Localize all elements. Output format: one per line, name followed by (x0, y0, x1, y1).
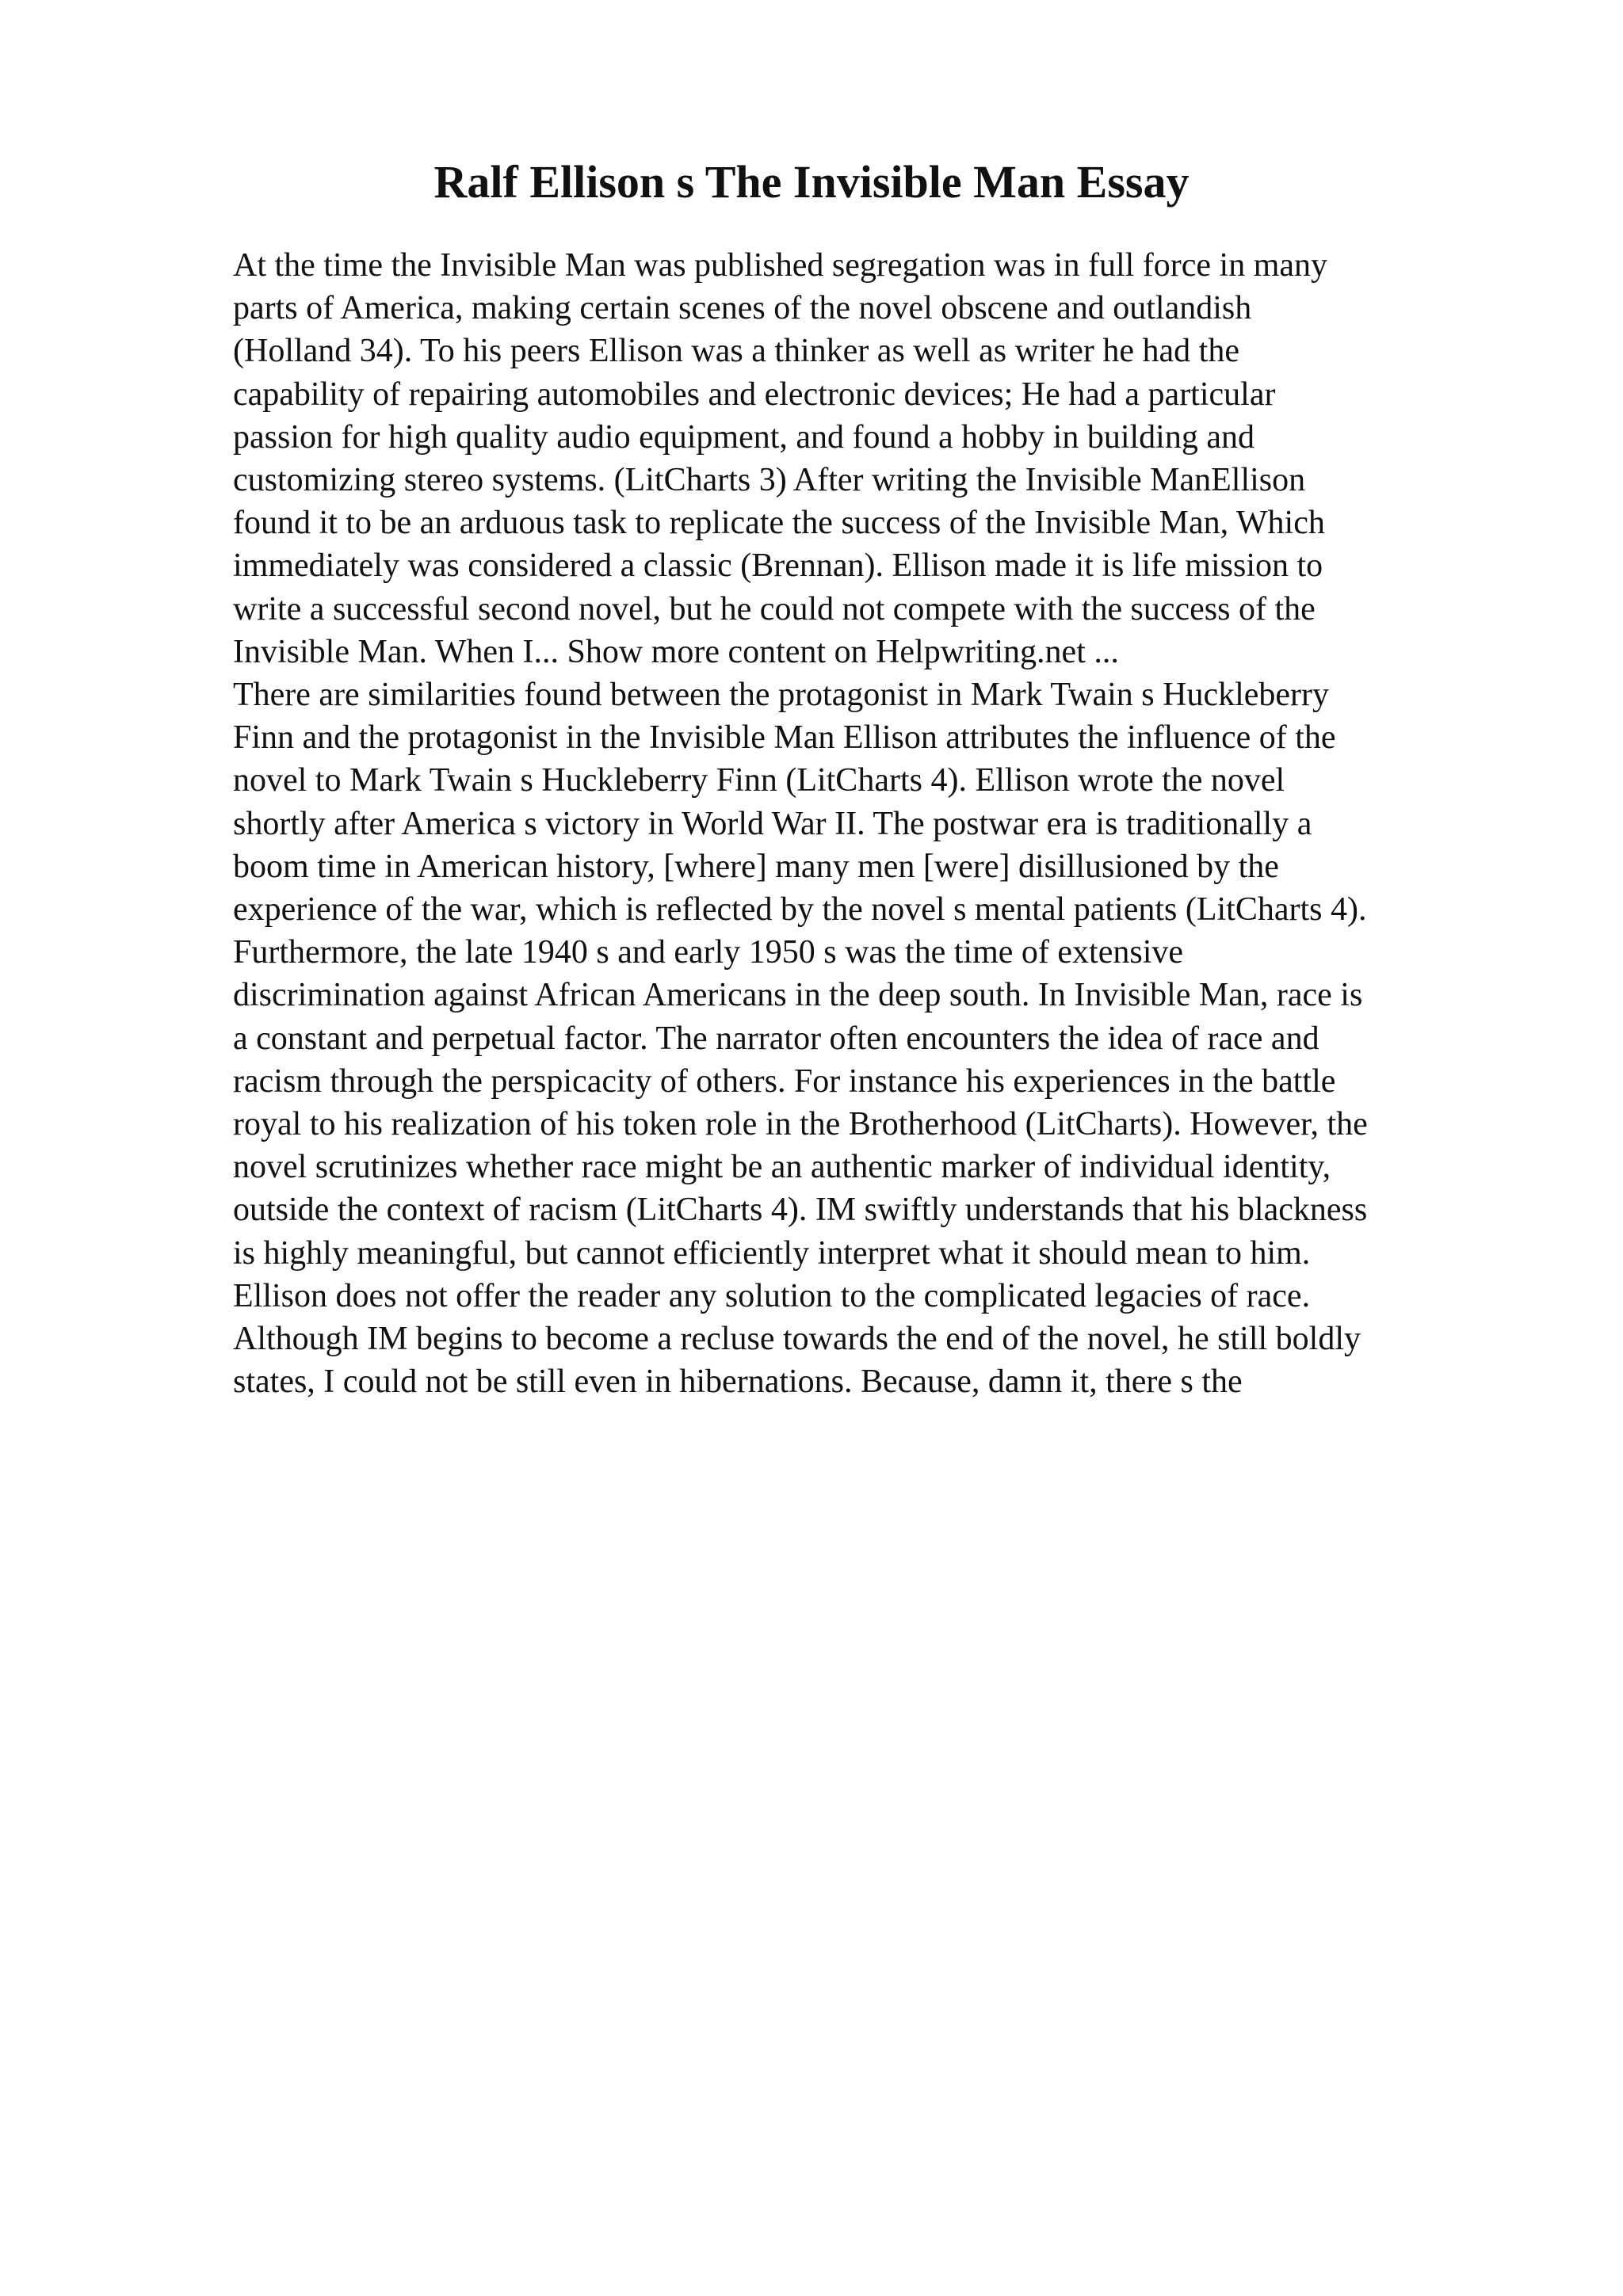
body-line: racism through the perspicacity of others. For instance his experiences in the battle (233, 1062, 1336, 1100)
body-line: write a successful second novel, but he could not compete with the success of the (233, 590, 1316, 627)
body-line: is highly meaningful, but cannot efficiently interpret what it should mean to him. (233, 1234, 1311, 1272)
body-line: Although IM begins to become a recluse towards the end of the novel, he still boldly (233, 1321, 1361, 1358)
body-line: parts of America, making certain scenes of the novel obscene and outlandish (233, 290, 1252, 327)
body-line: boom time in American history, [where] many men [were] disillusioned by the (233, 848, 1279, 885)
body-line: Invisible Man. When I... Show more content on Helpwriting.net ... (233, 633, 1119, 670)
body-line: discrimination against African Americans in the deep south. In Invisible Man, race is (233, 977, 1363, 1014)
body-line: novel scrutinizes whether race might be an authentic marker of individual identity, (233, 1149, 1331, 1186)
body-line: outside the context of racism (LitCharts 4). IM swiftly understands that his blackness (233, 1192, 1368, 1229)
body-line: novel to Mark Twain s Huckleberry Finn (LitCharts 4). Ellison wrote the novel (233, 762, 1285, 799)
body-line: There are similarities found between the protagonist in Mark Twain s Huckleberry (233, 677, 1330, 714)
body-line: capability of repairing automobiles and electronic devices; He had a particular (233, 376, 1276, 413)
essay-title: Ralf Ellison s The Invisible Man Essay (433, 156, 1190, 208)
body-line: immediately was considered a classic (Brennan). Ellison made it is life mission to (233, 547, 1323, 585)
body-line: Ellison does not offer the reader any solution to the complicated legacies of race. (233, 1277, 1311, 1314)
essay-body (233, 244, 1517, 1403)
body-line: (Holland 34). To his peers Ellison was a thinker as well as writer he had the (233, 333, 1239, 370)
body-line: shortly after America s victory in World War II. The postwar era is traditionally a (233, 805, 1312, 842)
body-line: royal to his realization of his token role in the Brotherhood (LitCharts). However, the (233, 1106, 1368, 1143)
body-line: found it to be an arduous task to replicate the success of the Invisible Man, Which (233, 505, 1325, 542)
body-line: Furthermore, the late 1940 s and early 1950 s was the time of extensive (233, 934, 1184, 971)
body-line: experience of the war, which is reflected by the novel s mental patients (LitCharts 4). (233, 891, 1367, 929)
body-line: customizing stereo systems. (LitCharts 3) After writing the Invisible ManEllison (233, 462, 1306, 499)
body-line: states, I could not be still even in hibernations. Because, damn it, there s the (233, 1363, 1243, 1401)
body-line: Finn and the protagonist in the Invisible Man Ellison attributes the influence of the (233, 719, 1336, 757)
body-line: At the time the Invisible Man was published segregation was in full force in many (233, 247, 1328, 284)
body-line: a constant and perpetual factor. The narrator often encounters the idea of race and (233, 1020, 1319, 1057)
body-line: passion for high quality audio equipment, and found a hobby in building and (233, 418, 1254, 456)
